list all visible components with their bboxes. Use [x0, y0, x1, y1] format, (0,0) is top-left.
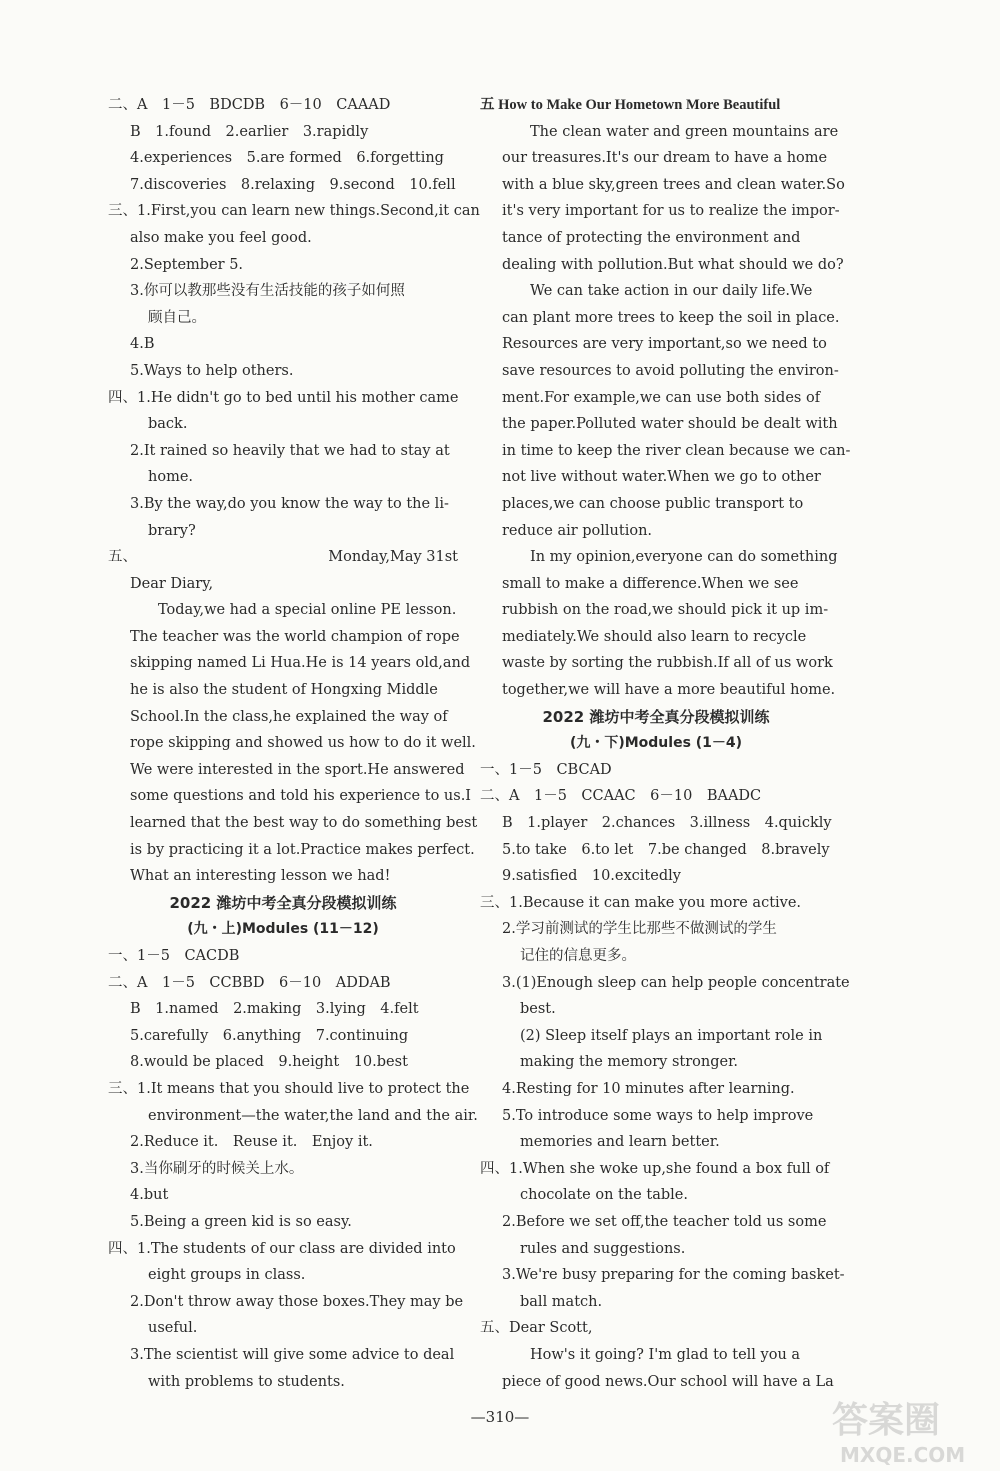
answer-line: 4.B	[130, 336, 155, 353]
answer-line: 4.Resting for 10 minutes after learning.	[502, 1080, 795, 1097]
answer-line: 7.discoveries 8.relaxing 9.second 10.fell	[130, 176, 456, 193]
answer-line: 3.We're busy preparing for the coming basket-	[502, 1267, 845, 1284]
diary-line: skipping named Li Hua.He is 14 years old,and	[130, 655, 471, 672]
answer-line: 记住的信息更多。	[520, 948, 636, 964]
diary-line: Today,we had a special online PE lesson.	[158, 602, 457, 619]
answer-line: environment—the water,the land and the air.	[148, 1107, 478, 1124]
essay-line: in time to keep the river clean because we can-	[502, 442, 851, 459]
diary-date: Monday,May 31st	[328, 549, 458, 566]
watermark-logo	[820, 1390, 995, 1470]
answer-line: 3.By the way,do you know the way to the li-	[130, 495, 449, 512]
answer-line: 8.would be placed 9.height 10.best	[130, 1054, 408, 1071]
essay-title: 五 How to Make Our Hometown More Beautiful	[480, 97, 781, 113]
essay-line: reduce air pollution.	[502, 522, 653, 539]
essay-line: save resources to avoid polluting the environ-	[502, 362, 839, 379]
diary-line: School.In the class,he explained the way of	[130, 708, 448, 725]
essay-line: dealing with pollution.But what should we do?	[502, 256, 844, 273]
answer-line: also make you feel good.	[130, 229, 312, 246]
diary-line: is by practicing it a lot.Practice makes perfect.	[130, 841, 475, 858]
answer-line: 2.Reduce it. Reuse it. Enjoy it.	[130, 1134, 373, 1151]
answer-line: 5.To introduce some ways to help improve	[502, 1107, 814, 1124]
diary-salutation: Dear Diary,	[130, 575, 214, 592]
answer-line: eight groups in class.	[148, 1267, 306, 1284]
essay-line: In my opinion,everyone can do something	[530, 549, 838, 566]
essay-line: rubbish on the road,we should pick it up im-	[502, 602, 829, 619]
answer-line: ball match.	[520, 1293, 603, 1310]
watermark-cn: 答案圈	[832, 1400, 941, 1441]
essay-line: with a blue sky,green trees and clean water.So	[502, 176, 845, 193]
essay-line: ment.For example,we can use both sides of	[502, 389, 821, 406]
letter-salutation: 五、Dear Scott,	[480, 1320, 593, 1337]
answer-line: 三、1.Because it can make you more active.	[480, 894, 802, 911]
diary-line: learned that the best way to do something best	[130, 815, 478, 832]
essay-line: tance of protecting the environment and	[502, 229, 801, 246]
diary-line: The teacher was the world champion of rope	[130, 628, 460, 645]
essay-line: places,we can choose public transport to	[502, 495, 804, 512]
section-label: 五、	[108, 549, 137, 566]
answer-line: 9.satisfied 10.excitedly	[502, 868, 681, 885]
diary-line: he is also the student of Hongxing Middle	[130, 682, 438, 699]
essay-line: together,we will have a more beautiful home.	[502, 682, 836, 699]
answer-line: 5.Ways to help others.	[130, 362, 294, 379]
answer-line: 3.The scientist will give some advice to deal	[130, 1346, 455, 1363]
answer-line: 2.It rained so heavily that we had to stay at	[130, 442, 450, 459]
answer-line: back.	[148, 416, 188, 433]
answer-line: making the memory stronger.	[520, 1054, 739, 1071]
right-column	[480, 92, 851, 1395]
answer-line: 二、A 1－5 CCBBD 6－10 ADDAB	[108, 974, 391, 991]
answer-line: 5.to take 6.to let 7.be changed 8.bravely	[502, 841, 830, 858]
answer-line: 4.but	[130, 1187, 169, 1204]
answer-line: with problems to students.	[148, 1373, 345, 1390]
diary-line: some questions and told his experience to us.I	[130, 788, 472, 805]
answer-line: rules and suggestions.	[520, 1240, 686, 1257]
answer-line: home.	[148, 469, 194, 486]
answer-line: 2.September 5.	[130, 256, 244, 273]
answer-line: brary?	[148, 522, 196, 539]
answer-line: 二、A 1－5 BDCDB 6－10 CAAAD	[108, 97, 391, 113]
answer-line: memories and learn better.	[520, 1134, 720, 1151]
answer-line: 2.学习前测试的学生比那些不做测试的学生	[502, 921, 777, 938]
essay-line: mediately.We should also learn to recycle	[502, 628, 807, 645]
answer-line: B 1.found 2.earlier 3.rapidly	[130, 123, 369, 140]
answer-line: 三、1.First,you can learn new things.Second,it can	[108, 203, 480, 220]
answer-line: 四、1.When she woke up,she found a box full of	[480, 1160, 830, 1177]
answer-line: 3.当你刷牙的时候关上水。	[130, 1160, 304, 1177]
section-title: 2022 潍坊中考全真分段模拟训练	[542, 707, 770, 726]
answer-line: 四、1.The students of our class are divided into	[108, 1240, 456, 1257]
answer-line: 2.Don't throw away those boxes.They may be	[130, 1293, 464, 1310]
essay-line: it's very important for us to realize the impor-	[502, 203, 840, 220]
essay-line: the paper.Polluted water should be dealt with	[502, 416, 838, 433]
essay-line: not live without water.When we go to other	[502, 469, 821, 486]
answer-line: 4.experiences 5.are formed 6.forgetting	[130, 150, 444, 167]
diary-header	[108, 544, 458, 571]
diary-line: rope skipping and showed us how to do it well.	[130, 735, 476, 752]
answer-line: 三、1.It means that you should live to protect the	[108, 1080, 470, 1097]
section-title: 2022 潍坊中考全真分段模拟训练	[169, 893, 397, 912]
answer-line: useful.	[148, 1320, 198, 1337]
left-column	[108, 92, 480, 1395]
answer-line: 二、A 1－5 CCAAC 6－10 BAADC	[480, 788, 762, 805]
essay-line: The clean water and green mountains are	[530, 123, 839, 140]
letter-line: How's it going? I'm glad to tell you a	[530, 1346, 801, 1363]
answer-line: 5.Being a green kid is so easy.	[130, 1213, 352, 1230]
answer-line: 一、1－5 CBCAD	[480, 761, 612, 778]
letter-line: piece of good news.Our school will have a La	[502, 1373, 834, 1390]
essay-line: small to make a difference.When we see	[502, 575, 799, 592]
section-subtitle: (九・下)Modules (1－4)	[569, 735, 743, 752]
page-number: —310—	[470, 1408, 530, 1426]
answer-line: 3.你可以教那些没有生活技能的孩子如何照	[130, 283, 405, 300]
diary-line: What an interesting lesson we had!	[130, 868, 391, 885]
answer-line: 四、1.He didn't go to bed until his mother came	[108, 389, 459, 406]
essay-line: waste by sorting the rubbish.If all of us work	[502, 655, 833, 672]
essay-line: Resources are very important,so we need to	[502, 336, 827, 353]
essay-line: our treasures.It's our dream to have a home	[502, 150, 828, 167]
essay-line: We can take action in our daily life.We	[530, 283, 813, 300]
answer-line: 3.(1)Enough sleep can help people concentrate	[502, 974, 850, 991]
answer-line: 2.Before we set off,the teacher told us some	[502, 1213, 827, 1230]
answer-line: (2) Sleep itself plays an important role in	[520, 1027, 823, 1044]
answer-line: chocolate on the table.	[520, 1187, 688, 1204]
essay-line: can plant more trees to keep the soil in place.	[502, 309, 840, 326]
watermark-url: MXQE.COM	[840, 1443, 966, 1467]
answer-line: 一、1－5 CACDB	[108, 948, 240, 964]
answer-line: 5.carefully 6.anything 7.continuing	[130, 1027, 409, 1044]
answer-line: B 1.named 2.making 3.lying 4.felt	[130, 1001, 419, 1018]
section-subtitle: (九・上)Modules (11－12)	[187, 921, 379, 938]
answer-line: B 1.player 2.chances 3.illness 4.quickly	[502, 815, 832, 832]
diary-line: We were interested in the sport.He answered	[130, 761, 465, 778]
answer-line: best.	[520, 1001, 556, 1018]
answer-line: 顾自己。	[148, 309, 206, 326]
